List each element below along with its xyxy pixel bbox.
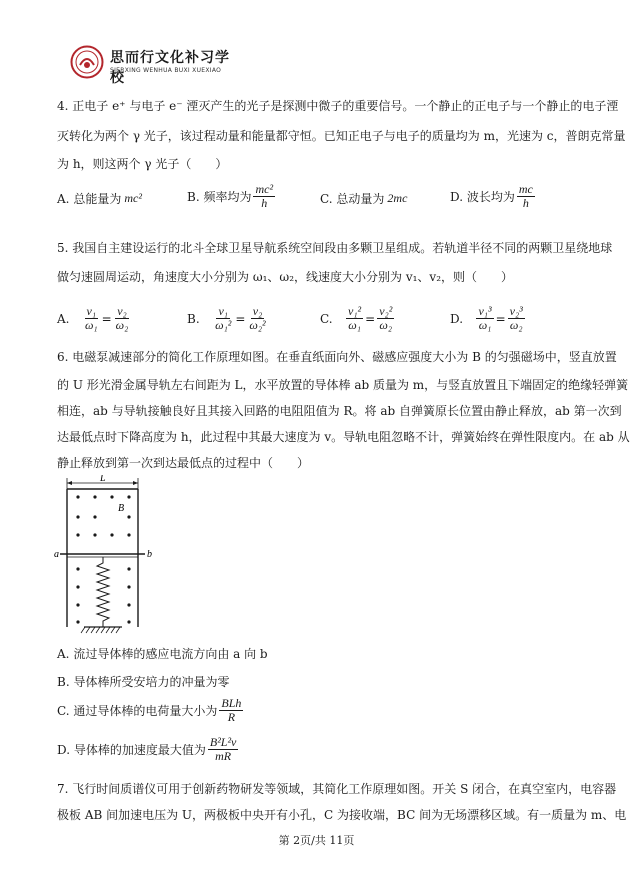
option-fraction-left: $\frac{\text{v₁}}{\text{ω₁²}}$ <box>215 304 232 332</box>
option-text: 频率均为 <box>203 190 252 204</box>
q4-option-b[interactable] <box>187 183 277 210</box>
figure-label-L: L <box>100 475 106 484</box>
option-fraction-right: $\frac{\text{v₂}}{\text{ω₂}}$ <box>115 304 129 332</box>
option-text: 流过导体棒的感应电流方向由 a 向 b <box>73 647 268 661</box>
q6-figure <box>52 475 162 640</box>
option-label: C. <box>320 311 333 326</box>
option-fraction-right: $\frac{\text{v₂}}{\text{ω₂²}}$ <box>249 304 266 332</box>
option-label: D. <box>450 189 464 204</box>
q6-line-5: 静止释放到第一次到达最低点的过程中（ ） <box>57 456 310 470</box>
option-math: 2mc <box>387 191 408 205</box>
option-fraction: $\frac{\text{B²L²v}}{mR}$ <box>209 735 237 763</box>
q4-option-d[interactable] <box>450 183 537 210</box>
school-name: 思而行文化补习学校 <box>110 50 230 86</box>
q6-line-3: 相连，ab 与导轨接触良好且其接入回路的电阻阻值为 R。将 ab 自弹簧原长位置由静止释放，ab 第一次到 <box>57 404 622 418</box>
spring <box>97 557 109 627</box>
page-number: 第 2页/共 11页 <box>278 834 355 847</box>
q5-option-c[interactable]: C. $\frac{\text{v₁²}}{\text{ω₁}}$ = $\frac{\text{v₂²}}{\text{ω₂}}$ <box>320 304 393 332</box>
q4-line-3: 为 h，则这两个 γ 光子（ ） <box>57 157 228 171</box>
q6-option-a[interactable] <box>57 645 268 662</box>
option-math: mc² <box>124 191 142 205</box>
option-fraction-right: $\frac{\text{v₂²}}{\text{ω₂}}$ <box>379 304 393 332</box>
option-text: 通过导体棒的电荷量大小为 <box>73 704 218 718</box>
option-fraction: $\frac{mc}{h}$ <box>518 182 533 210</box>
option-label: D. <box>57 742 71 757</box>
option-fraction-left: $\frac{\text{v₁}}{\text{ω₁}}$ <box>84 304 98 332</box>
q7-line-2: 极板 AB 间加速电压为 U，两极板中央开有小孔，C 为接收端，BC 间为无场漂移区域。有一质量为 m、电 <box>57 808 627 822</box>
q4-option-c[interactable] <box>320 190 407 207</box>
option-text: 总动量为 <box>336 192 385 206</box>
option-fraction: $\frac{\text{mc²}}{h}$ <box>255 182 274 210</box>
option-fraction-left: $\frac{\text{v₁³}}{\text{ω₁}}$ <box>478 304 492 332</box>
option-label: B. <box>57 674 70 689</box>
option-label: C. <box>57 703 70 718</box>
option-label: A. <box>57 646 70 661</box>
q6-option-d[interactable] <box>57 736 240 763</box>
figure-label-b: b <box>147 549 152 560</box>
figure-label-B: B <box>118 503 125 514</box>
q6-option-c[interactable] <box>57 697 245 724</box>
q5-option-d[interactable]: D. $\frac{\text{v₁³}}{\text{ω₁}}$ = $\frac{\text{v₂³}}{\text{ω₂}}$ <box>450 304 523 332</box>
option-text: 总能量为 <box>73 192 122 206</box>
option-text: 导体棒的加速度最大值为 <box>73 743 206 757</box>
option-text: 波长均为 <box>466 190 515 204</box>
q5-option-a[interactable]: A. $\frac{\text{v₁}}{\text{ω₁}}$ = $\frac{\text{v₂}}{\text{ω₂}}$ <box>57 304 129 332</box>
option-label: C. <box>320 191 333 206</box>
figure-label-a: a <box>54 549 59 560</box>
q6-line-4: 达最低点时下降高度为 h，此过程中其最大速度为 v。导轨电阻忽略不计，弹簧始终在弹性限度内。在 ab 从 <box>57 430 630 444</box>
q5-line-2: 做匀速圆周运动，角速度大小分别为 ω₁、ω₂，线速度大小分别为 v₁、v₂，则（ ） <box>57 270 514 284</box>
school-emblem-icon <box>70 45 104 79</box>
q5-option-b[interactable]: B. $\frac{\text{v₁}}{\text{ω₁²}}$ = $\frac{\text{v₂}}{\text{ω₂²}}$ <box>187 304 266 332</box>
q7-line-1: 7. 飞行时间质谱仪可用于创新药物研发等领域，其简化工作原理如图。开关 S 闭合，在真空室内，电容器 <box>57 782 617 796</box>
option-label: A. <box>57 191 70 206</box>
option-label: D. <box>450 311 464 326</box>
option-label: B. <box>187 189 200 204</box>
option-fraction: $\frac{\text{BLh}}{R}$ <box>221 696 242 724</box>
q6-line-1: 6. 电磁泵减速部分的简化工作原理如图。在垂直纸面向外、磁感应强度大小为 B 的匀强磁场中，竖直放置 <box>57 350 617 364</box>
school-name-en: SIERXING WENHUA BUXI XUEXIAO <box>110 67 222 74</box>
q5-line-1: 5. 我国自主建设运行的北斗全球卫星导航系统空间段由多颗卫星组成。若轨道半径不同的两颗卫星绕地球 <box>57 241 613 255</box>
school-logo <box>70 45 230 86</box>
option-fraction-left: $\frac{\text{v₁²}}{\text{ω₁}}$ <box>348 304 362 332</box>
q4-line-1: 4. 正电子 e⁺ 与电子 e⁻ 湮灭产生的光子是探测中微子的重要信号。一个静止的正电子与一个静止的电子湮 <box>57 99 619 113</box>
option-label: B. <box>187 311 200 326</box>
q4-line-2: 灭转化为两个 γ 光子，该过程动量和能量都守恒。已知正电子与电子的质量均为 m，光速为 c，普朗克常量 <box>57 129 626 143</box>
q6-line-2: 的 U 形光滑金属导轨左右间距为 L，水平放置的导体棒 ab 质量为 m，与竖直放置且下端固定的绝缘轻弹簧 <box>57 378 629 392</box>
option-label: A. <box>57 311 70 326</box>
option-text: 导体棒所受安培力的冲量为零 <box>73 675 230 689</box>
option-fraction-right: $\frac{\text{v₂³}}{\text{ω₂}}$ <box>509 304 523 332</box>
q4-option-a[interactable] <box>57 190 142 207</box>
q6-option-b[interactable] <box>57 673 229 690</box>
